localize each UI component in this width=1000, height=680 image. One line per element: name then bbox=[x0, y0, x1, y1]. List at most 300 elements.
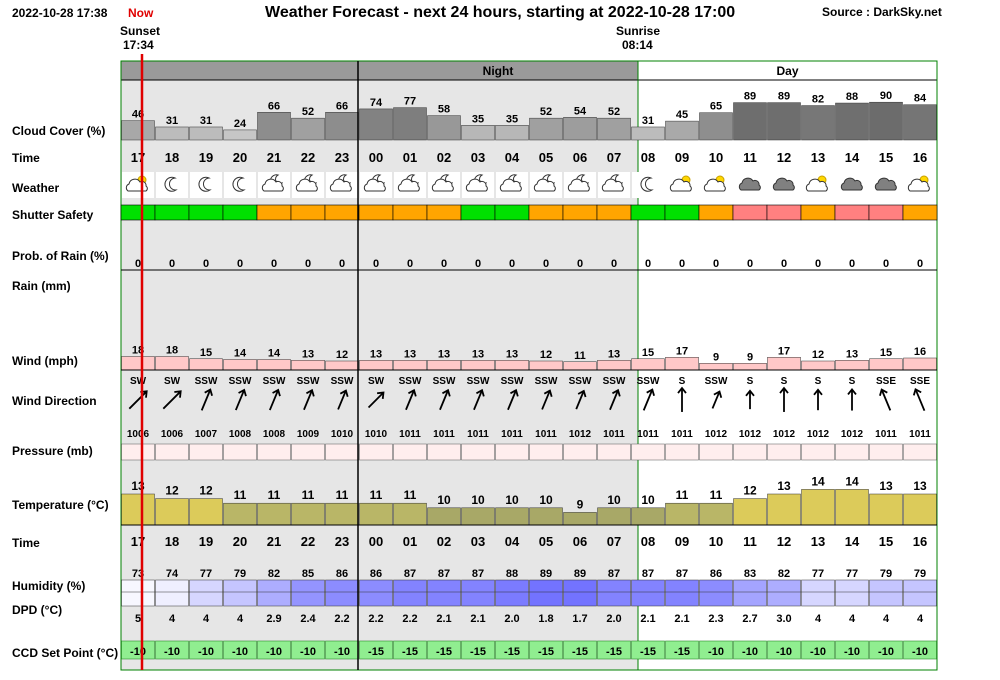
cloud-bar bbox=[734, 103, 767, 140]
hour-label-2: 23 bbox=[334, 534, 350, 549]
hour-label-2: 02 bbox=[436, 534, 452, 549]
temperature-bar bbox=[598, 508, 631, 525]
shutter-safety-cell bbox=[767, 205, 801, 220]
now-label: Now bbox=[128, 6, 154, 20]
temperature-value: 13 bbox=[131, 479, 145, 493]
temperature-bar bbox=[258, 503, 291, 525]
humidity-value: 79 bbox=[913, 568, 927, 580]
wind-bar bbox=[224, 360, 257, 371]
humidity-value: 77 bbox=[199, 568, 213, 580]
humidity-cell bbox=[462, 580, 495, 606]
dpd-value: 4 bbox=[916, 613, 924, 625]
pressure-value: 1010 bbox=[364, 429, 388, 440]
humidity-cell bbox=[870, 580, 903, 606]
temperature-value: 11 bbox=[403, 488, 417, 503]
hour-label-2: 07 bbox=[606, 534, 622, 549]
humidity-cell bbox=[156, 580, 189, 606]
temperature-bar bbox=[870, 494, 903, 525]
ccd-setpoint-value: -10 bbox=[130, 646, 146, 658]
cloud-bar bbox=[564, 117, 597, 140]
pressure-value: 1009 bbox=[296, 429, 320, 440]
cloud-value: 52 bbox=[607, 106, 621, 119]
wind-value: 15 bbox=[199, 346, 213, 359]
cloud-value: 31 bbox=[165, 114, 179, 127]
wind-value: 18 bbox=[131, 344, 145, 357]
ccd-setpoint-value: -15 bbox=[470, 646, 486, 658]
humidity-cell bbox=[632, 580, 665, 606]
humidity-cell bbox=[734, 580, 767, 606]
temperature-bar bbox=[496, 508, 529, 525]
hour-label-2: 10 bbox=[708, 534, 724, 549]
pressure-value: 1011 bbox=[875, 429, 897, 440]
wind-value: 14 bbox=[267, 347, 281, 360]
pressure-cell bbox=[496, 444, 529, 460]
cloud-value: 74 bbox=[369, 96, 383, 109]
hour-label-2: 00 bbox=[368, 534, 384, 549]
wind-bar bbox=[564, 362, 597, 370]
humidity-value: 79 bbox=[233, 568, 247, 580]
row-label-humidity: Humidity (%) bbox=[12, 579, 86, 593]
pressure-value: 1011 bbox=[433, 429, 455, 440]
dpd-value: 4 bbox=[882, 613, 890, 625]
dpd-value: 2.1 bbox=[470, 613, 486, 625]
humidity-value: 86 bbox=[709, 568, 723, 580]
temperature-value: 11 bbox=[335, 488, 349, 503]
wind-value: 9 bbox=[712, 351, 720, 364]
cloud-value: 45 bbox=[675, 109, 689, 122]
wind-value: 17 bbox=[675, 345, 689, 358]
row-label-cloud: Cloud Cover (%) bbox=[12, 124, 106, 138]
temperature-bar bbox=[564, 512, 597, 525]
temperature-bar bbox=[326, 503, 359, 525]
wind-direction-label: SSW bbox=[466, 376, 490, 387]
hour-label: 11 bbox=[743, 150, 757, 165]
temperature-value: 11 bbox=[267, 488, 281, 503]
pressure-value: 1011 bbox=[671, 429, 693, 440]
dpd-value: 2.4 bbox=[300, 613, 316, 625]
wind-direction-label: SSW bbox=[330, 376, 354, 387]
row-label-weather: Weather bbox=[12, 181, 60, 195]
cloud-value: 46 bbox=[131, 108, 145, 121]
cloud-value: 54 bbox=[573, 105, 587, 118]
hour-label-2: 05 bbox=[538, 534, 554, 549]
hour-label-2: 17 bbox=[130, 534, 146, 549]
temperature-value: 11 bbox=[709, 488, 723, 503]
hour-label: 18 bbox=[164, 150, 180, 165]
pressure-cell bbox=[836, 444, 869, 460]
pressure-cell bbox=[224, 444, 257, 460]
cloud-bar bbox=[802, 106, 835, 140]
humidity-value: 85 bbox=[301, 568, 315, 580]
wind-direction-label: SSE bbox=[875, 376, 897, 387]
wind-value: 12 bbox=[335, 349, 349, 361]
shutter-safety-cell bbox=[325, 205, 359, 220]
cloud-value: 84 bbox=[913, 92, 927, 105]
cloud-value: 31 bbox=[641, 114, 655, 127]
temperature-bar bbox=[156, 499, 189, 525]
ccd-setpoint-value: -10 bbox=[878, 646, 894, 658]
pressure-value: 1011 bbox=[603, 429, 625, 440]
wind-value: 12 bbox=[539, 349, 553, 361]
hour-label: 07 bbox=[606, 150, 622, 165]
humidity-value: 82 bbox=[267, 568, 281, 580]
shutter-safety-cell bbox=[801, 205, 835, 220]
shutter-safety-cell bbox=[631, 205, 665, 220]
pressure-value: 1006 bbox=[126, 429, 150, 440]
cloud-value: 89 bbox=[743, 90, 757, 103]
dpd-value: 4 bbox=[848, 613, 856, 625]
hour-label-2: 15 bbox=[878, 534, 894, 549]
dpd-value: 2.7 bbox=[742, 613, 758, 625]
pressure-cell bbox=[530, 444, 563, 460]
humidity-cell bbox=[700, 580, 733, 606]
temperature-value: 12 bbox=[743, 483, 757, 498]
humidity-cell bbox=[394, 580, 427, 606]
sunrise-time: 08:14 bbox=[622, 38, 653, 52]
row-label-shutter: Shutter Safety bbox=[12, 208, 94, 222]
cloud-value: 66 bbox=[267, 100, 281, 113]
row-label-rain: Rain (mm) bbox=[12, 279, 71, 293]
dpd-value: 2.0 bbox=[504, 613, 520, 625]
pressure-value: 1011 bbox=[501, 429, 523, 440]
temperature-value: 9 bbox=[576, 497, 584, 512]
rain-prob-value: 0 bbox=[508, 258, 516, 270]
dpd-value: 2.1 bbox=[674, 613, 690, 625]
ccd-setpoint-value: -15 bbox=[402, 646, 418, 658]
ccd-setpoint-value: -10 bbox=[266, 646, 282, 658]
pressure-cell bbox=[122, 444, 155, 460]
wind-bar bbox=[292, 360, 325, 370]
shutter-safety-cell bbox=[223, 205, 257, 220]
shutter-safety-cell bbox=[495, 205, 529, 220]
humidity-value: 77 bbox=[845, 568, 859, 580]
dpd-value: 2.9 bbox=[266, 613, 282, 625]
ccd-setpoint-value: -10 bbox=[912, 646, 928, 658]
humidity-value: 87 bbox=[437, 568, 451, 580]
cloud-bar bbox=[598, 118, 631, 140]
wind-direction-label: SSW bbox=[228, 376, 252, 387]
dpd-value: 4 bbox=[168, 613, 176, 625]
hour-label-2: 22 bbox=[300, 534, 316, 549]
hour-label-2: 09 bbox=[674, 534, 690, 549]
humidity-value: 82 bbox=[777, 568, 791, 580]
pressure-cell bbox=[632, 444, 665, 460]
source-label: Source : DarkSky.net bbox=[822, 5, 942, 19]
temperature-value: 11 bbox=[233, 488, 247, 503]
pressure-value: 1011 bbox=[637, 429, 659, 440]
row-label-dpd: DPD (°C) bbox=[12, 603, 63, 617]
pressure-cell bbox=[598, 444, 631, 460]
wind-direction-label: SSW bbox=[432, 376, 456, 387]
wind-bar bbox=[598, 360, 631, 370]
wind-bar bbox=[122, 357, 155, 371]
cloud-bar bbox=[224, 130, 257, 140]
hour-label: 12 bbox=[776, 150, 792, 165]
wind-bar bbox=[904, 358, 937, 370]
ccd-setpoint-value: -15 bbox=[504, 646, 520, 658]
cloud-bar bbox=[258, 112, 291, 140]
datetime-label: 2022-10-28 17:38 bbox=[12, 6, 108, 20]
hour-label-2: 20 bbox=[232, 534, 248, 549]
pressure-cell bbox=[190, 444, 223, 460]
pressure-cell bbox=[802, 444, 835, 460]
cloud-value: 77 bbox=[403, 95, 417, 108]
wind-bar bbox=[802, 361, 835, 370]
temperature-value: 10 bbox=[539, 492, 553, 507]
wind-direction-label: S bbox=[678, 376, 686, 387]
dpd-value: 3.0 bbox=[776, 613, 792, 625]
wind-value: 14 bbox=[233, 347, 247, 360]
pressure-cell bbox=[292, 444, 325, 460]
wind-direction-label: SSW bbox=[602, 376, 626, 387]
rain-prob-value: 0 bbox=[916, 258, 924, 270]
humidity-value: 86 bbox=[335, 568, 349, 580]
row-label-rain-prob: Prob. of Rain (%) bbox=[12, 249, 109, 263]
wind-value: 18 bbox=[165, 344, 179, 357]
rain-prob-value: 0 bbox=[236, 258, 244, 270]
ccd-setpoint-value: -10 bbox=[198, 646, 214, 658]
shutter-safety-cell bbox=[393, 205, 427, 220]
cloud-bar bbox=[768, 103, 801, 140]
pressure-value: 1011 bbox=[909, 429, 931, 440]
humidity-value: 73 bbox=[131, 568, 145, 580]
temperature-value: 11 bbox=[369, 488, 383, 503]
hour-label: 17 bbox=[130, 150, 146, 165]
shutter-safety-cell bbox=[665, 205, 699, 220]
pressure-value: 1012 bbox=[840, 429, 864, 440]
rain-prob-value: 0 bbox=[712, 258, 720, 270]
hour-label: 10 bbox=[708, 150, 724, 165]
wind-direction-label: S bbox=[848, 376, 856, 387]
pressure-cell bbox=[564, 444, 597, 460]
dpd-value: 5 bbox=[134, 613, 142, 625]
wind-direction-label: SSW bbox=[262, 376, 286, 387]
wind-value: 15 bbox=[641, 346, 655, 359]
temperature-value: 13 bbox=[777, 479, 791, 493]
hour-label: 05 bbox=[538, 150, 554, 165]
humidity-value: 83 bbox=[743, 568, 757, 580]
pressure-value: 1012 bbox=[806, 429, 830, 440]
shutter-safety-cell bbox=[291, 205, 325, 220]
wind-direction-label: SSW bbox=[704, 376, 728, 387]
row-label-ccd: CCD Set Point (°C) bbox=[12, 646, 119, 660]
weather-cell bbox=[224, 172, 256, 198]
humidity-cell bbox=[292, 580, 325, 606]
wind-direction-label: SSE bbox=[909, 376, 931, 387]
shutter-safety-cell bbox=[121, 205, 155, 220]
humidity-value: 77 bbox=[811, 568, 825, 580]
hour-label-2: 16 bbox=[912, 534, 928, 549]
rain-prob-value: 0 bbox=[474, 258, 482, 270]
ccd-setpoint-value: -10 bbox=[334, 646, 350, 658]
temperature-bar bbox=[768, 494, 801, 525]
hour-label-2: 06 bbox=[572, 534, 588, 549]
temperature-value: 12 bbox=[199, 483, 213, 498]
night-band bbox=[121, 61, 638, 80]
wind-bar bbox=[530, 361, 563, 370]
hour-label-2: 01 bbox=[402, 534, 418, 549]
row-label-wind: Wind (mph) bbox=[12, 354, 78, 368]
dpd-value: 2.1 bbox=[640, 613, 656, 625]
wind-direction-label: SW bbox=[129, 376, 147, 387]
ccd-setpoint-value: -10 bbox=[742, 646, 758, 658]
wind-bar bbox=[190, 359, 223, 370]
pressure-value: 1012 bbox=[772, 429, 796, 440]
ccd-setpoint-value: -15 bbox=[640, 646, 656, 658]
rain-prob-value: 0 bbox=[576, 258, 584, 270]
cloud-bar bbox=[870, 102, 903, 140]
shutter-safety-cell bbox=[869, 205, 903, 220]
sunset-label: Sunset bbox=[120, 24, 161, 38]
row-label-temperature: Temperature (°C) bbox=[12, 498, 109, 512]
rain-prob-value: 0 bbox=[270, 258, 278, 270]
ccd-setpoint-value: -10 bbox=[810, 646, 826, 658]
pressure-value: 1011 bbox=[467, 429, 489, 440]
temperature-bar bbox=[802, 489, 835, 525]
row-label-time: Time bbox=[12, 151, 40, 165]
hour-label-2: 04 bbox=[504, 534, 520, 549]
row-label-pressure: Pressure (mb) bbox=[12, 444, 93, 458]
hour-label-2: 19 bbox=[198, 534, 214, 549]
rain-prob-value: 0 bbox=[338, 258, 346, 270]
cloud-value: 82 bbox=[811, 93, 825, 106]
hour-label: 04 bbox=[504, 150, 520, 165]
cloud-value: 90 bbox=[879, 90, 893, 103]
cloud-value: 88 bbox=[845, 91, 859, 104]
temperature-value: 10 bbox=[641, 492, 655, 507]
hour-label: 21 bbox=[266, 150, 282, 165]
humidity-cell bbox=[122, 580, 155, 606]
pressure-cell bbox=[734, 444, 767, 460]
humidity-cell bbox=[836, 580, 869, 606]
hour-label: 19 bbox=[198, 150, 214, 165]
cloud-bar bbox=[462, 125, 495, 140]
shutter-safety-cell bbox=[529, 205, 563, 220]
shutter-safety-cell bbox=[835, 205, 869, 220]
cloud-value: 65 bbox=[709, 100, 723, 113]
wind-value: 17 bbox=[777, 345, 791, 358]
cloud-bar bbox=[530, 118, 563, 140]
pressure-cell bbox=[360, 444, 393, 460]
ccd-setpoint-value: -15 bbox=[572, 646, 588, 658]
dpd-value: 2.2 bbox=[402, 613, 418, 625]
temperature-bar bbox=[360, 503, 393, 525]
wind-direction-label: SSW bbox=[398, 376, 422, 387]
dpd-value: 2.2 bbox=[368, 613, 384, 625]
temperature-bar bbox=[836, 489, 869, 525]
wind-value: 13 bbox=[437, 348, 451, 361]
cloud-bar bbox=[394, 108, 427, 140]
wind-bar bbox=[156, 357, 189, 371]
humidity-cell bbox=[428, 580, 461, 606]
cloud-value: 66 bbox=[335, 100, 349, 113]
hour-label: 23 bbox=[334, 150, 350, 165]
temperature-value: 10 bbox=[607, 492, 621, 507]
hour-label: 13 bbox=[810, 150, 826, 165]
hour-label-2: 21 bbox=[266, 534, 282, 549]
temperature-value: 14 bbox=[811, 474, 825, 489]
wind-direction-label: SSW bbox=[636, 376, 660, 387]
temperature-bar bbox=[530, 508, 563, 525]
humidity-value: 88 bbox=[505, 568, 519, 580]
ccd-setpoint-value: -15 bbox=[538, 646, 554, 658]
wind-direction-label: S bbox=[814, 376, 822, 387]
row-label-time-2: Time bbox=[12, 536, 40, 550]
temperature-bar bbox=[224, 503, 257, 525]
pressure-value: 1012 bbox=[738, 429, 762, 440]
weather-cell bbox=[632, 172, 664, 198]
pressure-value: 1011 bbox=[399, 429, 421, 440]
wind-direction-label: S bbox=[780, 376, 788, 387]
pressure-cell bbox=[904, 444, 937, 460]
cloud-bar bbox=[292, 118, 325, 140]
rain-prob-value: 0 bbox=[644, 258, 652, 270]
cloud-bar bbox=[666, 121, 699, 140]
wind-bar bbox=[360, 360, 393, 370]
pressure-value: 1008 bbox=[262, 429, 286, 440]
hour-label: 00 bbox=[368, 150, 384, 165]
wind-bar bbox=[258, 360, 291, 371]
temperature-value: 14 bbox=[845, 474, 859, 489]
hour-label: 22 bbox=[300, 150, 316, 165]
hour-label: 09 bbox=[674, 150, 690, 165]
cloud-bar bbox=[904, 105, 937, 140]
rain-prob-value: 0 bbox=[440, 258, 448, 270]
humidity-value: 86 bbox=[369, 568, 383, 580]
weather-cell bbox=[156, 172, 188, 198]
hour-label-2: 13 bbox=[810, 534, 826, 549]
temperature-bar bbox=[462, 508, 495, 525]
wind-value: 13 bbox=[505, 348, 519, 361]
ccd-setpoint-value: -15 bbox=[674, 646, 690, 658]
cloud-bar bbox=[122, 121, 155, 140]
dpd-value: 1.7 bbox=[572, 613, 588, 625]
wind-direction-label: SW bbox=[367, 376, 385, 387]
cloud-bar bbox=[496, 125, 529, 140]
temperature-bar bbox=[122, 494, 155, 525]
pressure-cell bbox=[768, 444, 801, 460]
wind-direction-label: SSW bbox=[500, 376, 524, 387]
humidity-cell bbox=[190, 580, 223, 606]
pressure-value: 1012 bbox=[704, 429, 728, 440]
shutter-safety-cell bbox=[597, 205, 631, 220]
ccd-setpoint-value: -15 bbox=[606, 646, 622, 658]
humidity-cell bbox=[496, 580, 529, 606]
cloud-bar bbox=[428, 116, 461, 140]
wind-value: 12 bbox=[811, 349, 825, 361]
temperature-bar bbox=[190, 499, 223, 525]
wind-value: 13 bbox=[301, 348, 315, 361]
humidity-cell bbox=[802, 580, 835, 606]
wind-bar bbox=[326, 361, 359, 370]
humidity-value: 87 bbox=[607, 568, 621, 580]
cloud-bar bbox=[326, 112, 359, 140]
weather-cell bbox=[190, 172, 222, 198]
wind-value: 13 bbox=[607, 348, 621, 361]
humidity-value: 79 bbox=[879, 568, 893, 580]
rain-prob-value: 0 bbox=[780, 258, 788, 270]
humidity-value: 87 bbox=[471, 568, 485, 580]
humidity-value: 89 bbox=[539, 568, 553, 580]
ccd-setpoint-value: -10 bbox=[776, 646, 792, 658]
wind-direction-label: SW bbox=[163, 376, 181, 387]
ccd-setpoint-value: -10 bbox=[232, 646, 248, 658]
humidity-cell bbox=[598, 580, 631, 606]
ccd-setpoint-value: -10 bbox=[300, 646, 316, 658]
hour-label-2: 03 bbox=[470, 534, 486, 549]
humidity-cell bbox=[666, 580, 699, 606]
cloud-bar bbox=[632, 127, 665, 140]
